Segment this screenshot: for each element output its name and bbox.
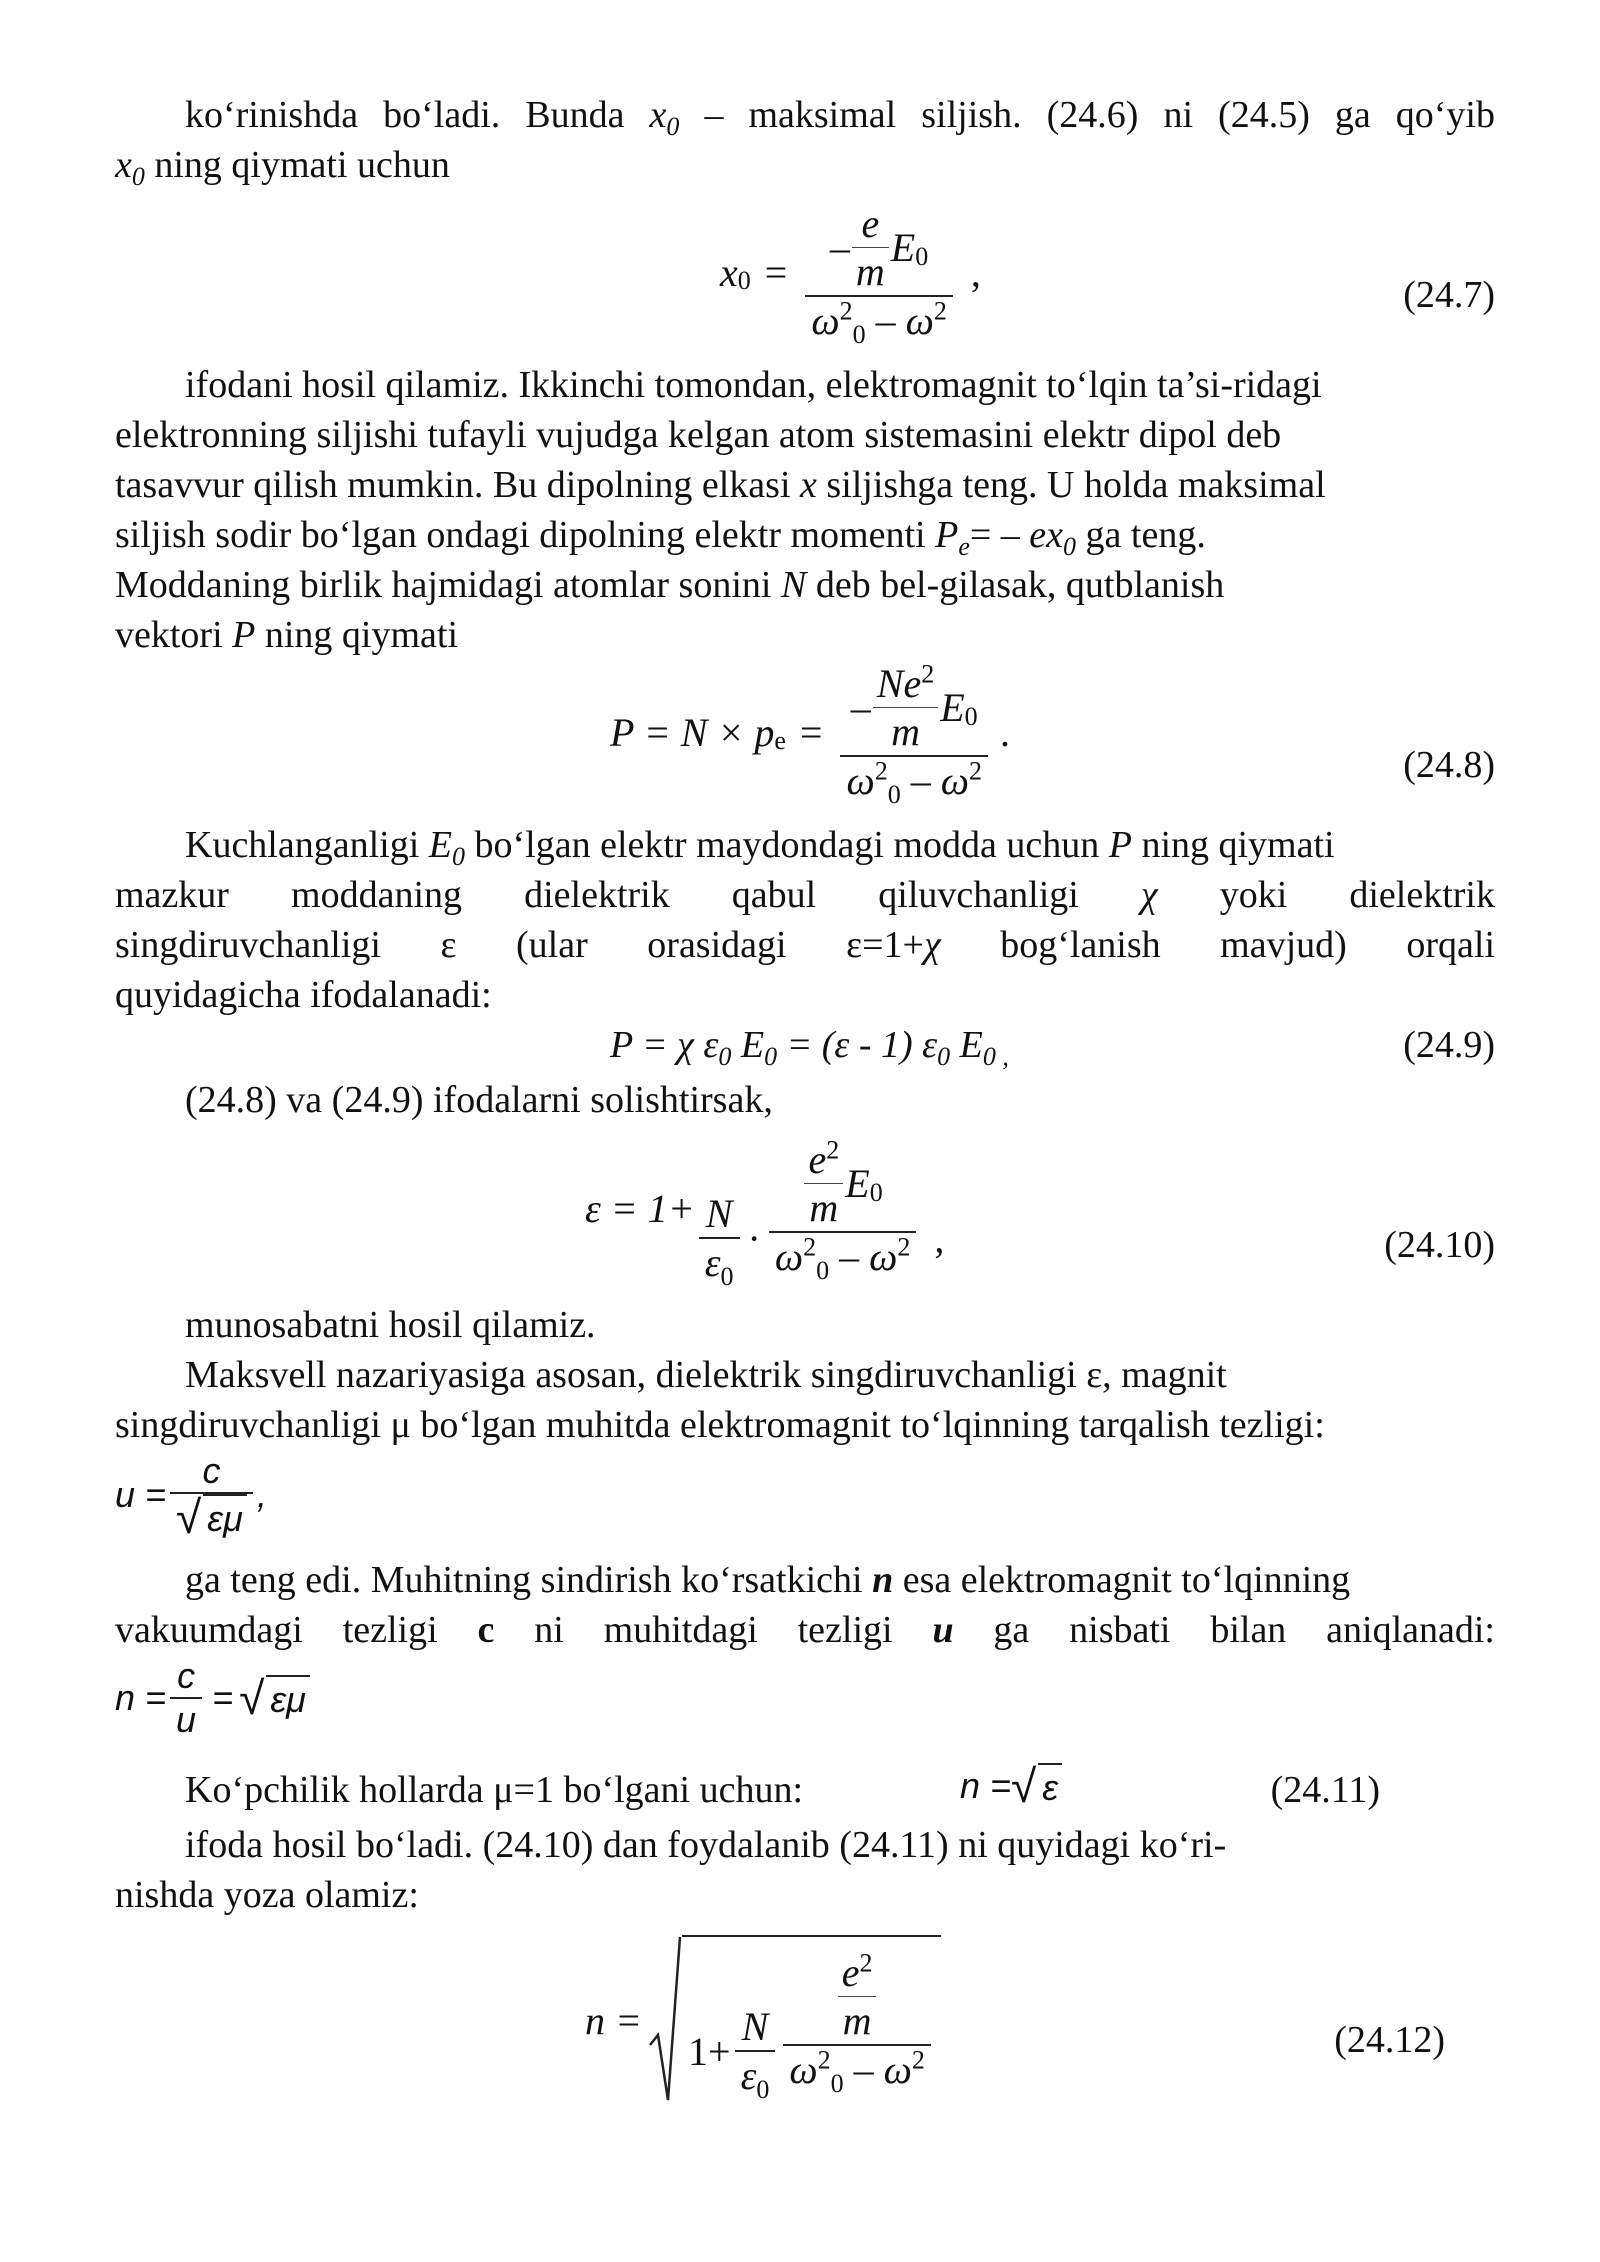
paragraph-1	[115, 90, 1495, 140]
comma: ,	[970, 249, 981, 295]
paragraph-11	[115, 920, 1495, 970]
sub: 0	[737, 266, 751, 295]
var-chi: χ	[923, 924, 941, 966]
sup: 2	[897, 1232, 911, 1262]
var-N: N	[780, 564, 807, 606]
radical-sign	[648, 1935, 682, 2105]
sup: 2	[874, 756, 888, 786]
var-E: E	[940, 685, 965, 730]
omega: ω	[883, 2047, 912, 2092]
var-x0: x	[649, 94, 667, 136]
text: vakuumdagi tezligi	[115, 1609, 478, 1651]
omega: ω	[774, 1234, 804, 1279]
n-over-eps-fraction	[699, 1190, 740, 1291]
var-P: P	[935, 514, 959, 556]
text: ni muhitdagi tezligi	[494, 1609, 933, 1651]
comma: ,	[256, 1474, 267, 1516]
var-E: E	[731, 1024, 765, 1066]
sup: 2	[839, 296, 853, 326]
numerator: Ne	[876, 661, 922, 706]
var-chi: χ	[1140, 874, 1158, 916]
paragraph-16: singdiruvchanligi μ bo‘lgan muhitda elektromagnit to‘lqinning tarqalish tezligi:	[115, 1404, 1325, 1446]
radicand: εμ	[266, 1675, 310, 1721]
equation-refractive-index	[115, 1655, 1495, 1765]
text: = –	[969, 514, 1030, 556]
paragraph-9	[115, 820, 1495, 870]
equation-number: (24.11)	[1270, 1769, 1380, 1811]
text: yoki dielektrik	[1157, 874, 1495, 916]
var-E: E	[428, 824, 452, 866]
text: deb bel-gilasak, qutblanish	[806, 564, 1225, 606]
var-P: P	[1108, 824, 1132, 866]
velocity-fraction	[170, 1450, 253, 1544]
period: .	[999, 709, 1010, 755]
c-over-u-fraction	[170, 1655, 202, 1741]
paragraph-17	[115, 1555, 1495, 1605]
text: Kuchlanganligi	[185, 824, 429, 866]
text: siljishga teng. U holda maksimal	[816, 464, 1326, 506]
minus: –	[910, 758, 931, 803]
one-plus: 1+	[688, 2028, 731, 2074]
paragraph-5	[115, 460, 1495, 510]
denominator: u	[176, 1699, 197, 1740]
eq-lhs: ε = 1+	[585, 1185, 695, 1231]
sup: 2	[968, 756, 982, 786]
eq-lhs: n =	[585, 1997, 642, 2043]
denominator: m	[842, 1998, 872, 2043]
paragraph-10	[115, 870, 1495, 920]
omega: ω	[905, 298, 934, 343]
sub: 0	[720, 1262, 734, 1291]
main-fraction	[805, 200, 953, 349]
equation-24-11	[115, 1760, 1495, 1820]
sup: 2	[803, 1232, 817, 1262]
omega: ω	[789, 2047, 818, 2092]
sub: 0	[764, 1042, 778, 1071]
denominator: m	[809, 1185, 839, 1230]
paragraph-3: ifodani hosil qilamiz. Ikkinchi tomondan, elektromagnit to‘lqin ta’si-ridagi	[185, 364, 1322, 406]
inner-fraction	[852, 200, 889, 295]
main-fraction	[783, 1948, 931, 2098]
equation-24-8	[115, 660, 1495, 820]
sub: 0	[816, 1256, 830, 1285]
numerator: e	[841, 1950, 860, 1995]
omega: ω	[940, 758, 969, 803]
omega: ω	[811, 298, 840, 343]
epsilon: ε	[740, 2053, 757, 2098]
text: ko‘rinishda bo‘ladi. Bunda	[185, 94, 650, 136]
sub: 0	[869, 1177, 883, 1207]
eq-lhs: x	[720, 249, 738, 295]
sub: 0	[915, 241, 929, 271]
var-u: u	[932, 1609, 954, 1651]
text: ning qiymati	[255, 614, 459, 656]
paragraph-18	[115, 1605, 1495, 1655]
paragraph-2	[115, 140, 1495, 190]
radicand: εμ	[203, 1494, 247, 1540]
var-x0: x	[115, 144, 132, 186]
equation-24-9	[115, 1020, 1495, 1075]
epsilon: ε	[693, 1024, 719, 1066]
var-N: N	[705, 1191, 733, 1236]
text: ning qiymati uchun	[144, 144, 450, 186]
var-P: P	[232, 614, 256, 656]
minus: –	[853, 2047, 874, 2092]
sqrt: √ ε	[1011, 1763, 1062, 1809]
sub: 0 ,	[982, 1042, 1009, 1071]
text: vektori	[115, 614, 233, 656]
sub: 0	[937, 1042, 951, 1071]
text: bog‘lanish mavjud) orqali	[940, 924, 1496, 966]
text: ga teng edi. Muhitning sindirish ko‘rsatkichi	[185, 1559, 873, 1601]
sub: 0	[852, 320, 866, 349]
var-N: N	[741, 2004, 769, 2049]
sup: 2	[826, 1135, 840, 1165]
text: bo‘lgan elektr maydondagi modda uchun	[465, 824, 1109, 866]
sub: 0	[452, 842, 465, 871]
sub: 0	[830, 2069, 844, 2098]
paragraph-6	[115, 510, 1495, 560]
sup: 2	[911, 2045, 925, 2075]
var-c: c	[477, 1609, 495, 1651]
main-fraction	[769, 1135, 917, 1285]
text: tasavvur qilish mumkin. Bu dipolning elkasi	[115, 464, 801, 506]
paragraph-7	[115, 560, 1495, 610]
equation-number: (24.9)	[1403, 1024, 1495, 1066]
chi: χ	[677, 1024, 694, 1066]
numerator: e	[808, 1137, 827, 1182]
eq-lhs: n =	[960, 1765, 1012, 1806]
paragraph-13: (24.8) va (24.9) ifodalarni solishtirsak,	[185, 1079, 773, 1121]
text: singdiruvchanligi ε (ular orasidagi ε=1+	[115, 924, 924, 966]
omega: ω	[869, 1234, 898, 1279]
paragraph-15: Maksvell nazariyasiga asosan, dielektrik singdiruvchanligi ε, magnit	[185, 1354, 1227, 1396]
equals-sign: =	[764, 249, 788, 295]
eq-text: P =	[610, 1024, 678, 1066]
equation-24-7	[115, 190, 1495, 360]
text: siljish sodir bo‘lgan ondagi dipolning elektr momenti	[115, 514, 936, 556]
text: esa elektromagnit to‘lqinning	[893, 1559, 1351, 1601]
equation-velocity	[115, 1450, 1495, 1555]
minus: –	[875, 298, 896, 343]
var-x: x	[800, 464, 817, 506]
text: Moddaning birlik hajmidagi atomlar sonini	[115, 564, 781, 606]
eq-lhs: P = N × p	[610, 709, 775, 755]
sup: 2	[817, 2045, 831, 2075]
sup: 2	[933, 296, 947, 326]
equals-sign: =	[212, 1677, 234, 1718]
var-ex: ex	[1029, 514, 1064, 556]
equation-number: (24.7)	[1403, 274, 1495, 316]
eq-lhs: u =	[115, 1474, 167, 1516]
equation-24-10	[115, 1125, 1495, 1300]
dot: ·	[747, 1215, 761, 1261]
eq-text: = (ε - 1) ε	[777, 1024, 938, 1066]
equals-sign: =	[799, 709, 823, 755]
var-n: n	[872, 1559, 894, 1601]
epsilon: ε	[704, 1240, 721, 1285]
sub: 0	[887, 780, 901, 809]
sub: 0	[131, 162, 145, 191]
sub: e	[958, 532, 970, 561]
paragraph-14: munosabatni hosil qilamiz.	[185, 1304, 596, 1346]
sub: 0	[964, 701, 978, 731]
paragraph-20: ifoda hosil bo‘ladi. (24.10) dan foydalanib (24.11) ni quyidagi ko‘ri-	[185, 1824, 1227, 1866]
denominator: m	[855, 249, 885, 294]
text: – maksimal siljish. (24.6) ni (24.5) ga qo‘yib	[679, 94, 1495, 136]
equation-number: (24.8)	[1403, 744, 1495, 786]
sqrt: √ εμ	[239, 1675, 310, 1721]
equation-number: (24.10)	[1384, 1224, 1495, 1266]
paragraph-12: quyidagicha ifodalanadi:	[115, 974, 492, 1016]
radicand: ε	[1038, 1763, 1062, 1809]
eq-lhs: n =	[115, 1677, 167, 1718]
inner-fraction	[873, 660, 938, 755]
numerator: e	[861, 201, 880, 246]
sub: 0	[666, 112, 680, 141]
sub: 0	[718, 1042, 732, 1071]
equation-24-12	[115, 1920, 1495, 2104]
n-over-eps-fraction	[735, 2003, 776, 2104]
text: ning qiymati	[1131, 824, 1335, 866]
sup: 2	[859, 1948, 873, 1978]
paragraph-21: nishda yoza olamiz:	[115, 1874, 419, 1916]
sub: 0	[756, 2075, 770, 2104]
text: ga nisbati bilan aniqlanadi:	[953, 1609, 1495, 1651]
paragraph-8	[115, 610, 1495, 660]
main-fraction	[840, 659, 988, 809]
inner-fraction	[838, 1949, 877, 2044]
var-E: E	[890, 225, 916, 270]
paragraph-19: Ko‘pchilik hollarda μ=1 bo‘lgani uchun:	[185, 1769, 804, 1811]
var-E: E	[950, 1024, 983, 1066]
minus: –	[839, 1234, 860, 1279]
numerator: c	[177, 1655, 196, 1696]
minus: –	[850, 685, 871, 730]
sup: 2	[921, 659, 935, 689]
comma: ,	[934, 1215, 945, 1261]
sqrt: √ εμ	[176, 1494, 247, 1540]
numerator: c	[202, 1450, 221, 1491]
equation-number: (24.12)	[1334, 2019, 1445, 2061]
denominator: m	[891, 709, 920, 754]
page-content	[115, 90, 1496, 2104]
sub: e	[774, 726, 786, 755]
var-E: E	[845, 1161, 870, 1206]
paragraph-4: elektronning siljishi tufayli vujudga kelgan atom sistemasini elektr dipol deb	[115, 414, 1282, 456]
text: ga teng.	[1076, 514, 1206, 556]
inner-fraction	[804, 1136, 843, 1231]
omega: ω	[846, 758, 875, 803]
big-sqrt	[648, 1935, 941, 2105]
minus: –	[829, 225, 850, 270]
text: mazkur moddaning dielektrik qabul qiluvchanligi	[115, 874, 1141, 916]
sub: 0	[1063, 532, 1077, 561]
